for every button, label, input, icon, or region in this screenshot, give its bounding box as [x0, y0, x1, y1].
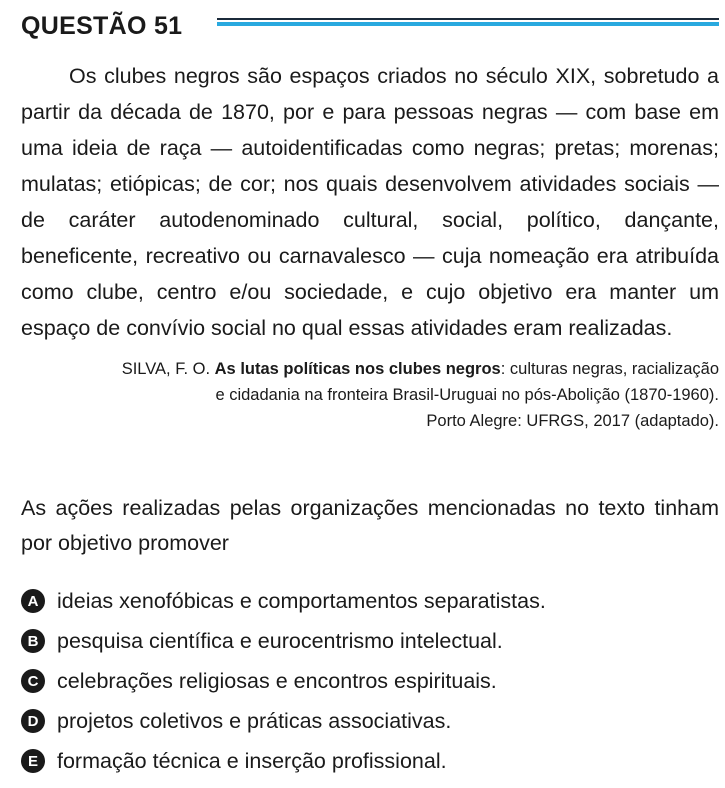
option-e[interactable] [21, 741, 719, 781]
option-e-letter-icon: E [21, 749, 45, 773]
question-title: QUESTÃO 51 [21, 12, 183, 40]
option-e-text: formação técnica e inserção profissional. [57, 748, 447, 773]
option-b-letter-icon: B [21, 629, 45, 653]
header-rule-accent-line [217, 22, 719, 26]
option-c-text: celebrações religiosas e encontros espirituais. [57, 668, 497, 693]
passage-text-block [21, 58, 719, 346]
header-rule-dark-line [217, 18, 719, 20]
question-header [21, 6, 721, 46]
header-rule [217, 18, 719, 27]
citation-line-3: Porto Alegre: UFRGS, 2017 (adaptado). [426, 412, 719, 430]
option-a[interactable] [21, 581, 719, 621]
option-d-text: projetos coletivos e práticas associativas. [57, 708, 452, 733]
citation-title: As lutas políticas nos clubes negros [214, 360, 501, 378]
option-d[interactable] [21, 701, 719, 741]
source-citation [21, 356, 719, 434]
question-stem-text: As ações realizadas pelas organizações mencionadas no texto tinham por objetivo promover [21, 496, 719, 555]
option-b-text: pesquisa científica e eurocentrismo intelectual. [57, 628, 503, 653]
option-a-letter-icon: A [21, 589, 45, 613]
citation-author: SILVA, F. O. [121, 360, 211, 378]
question-stem [21, 491, 719, 561]
option-c-letter-icon: C [21, 669, 45, 693]
option-d-letter-icon: D [21, 709, 45, 733]
citation-line-2: e cidadania na fronteira Brasil-Uruguai no pós-Abolição (1870-1960). [215, 386, 719, 404]
answer-options [21, 581, 719, 781]
option-a-text: ideias xenofóbicas e comportamentos separatistas. [57, 588, 546, 613]
passage-paragraph: Os clubes negros são espaços criados no século XIX, sobretudo a partir da década de 1870, por e para pessoas negras — com base em uma ideia de raça — autoidentificadas como negras; pretas; morenas; mulatas; etiópicas; de cor; nos quais desenvolvem atividades sociais — de caráter autodenominado cultural, social, político, dançante, beneficente, recreativo ou carnavalesco — cuja nomeação era atribuída como clube, centro e/ou sociedade, e cujo objetivo era manter um espaço de convívio social no qual essas atividades eram realizadas. [21, 64, 719, 340]
citation-line-1 [21, 356, 719, 382]
option-b[interactable] [21, 621, 719, 661]
option-c[interactable] [21, 661, 719, 701]
citation-subtitle: : culturas negras, racialização [500, 360, 719, 378]
